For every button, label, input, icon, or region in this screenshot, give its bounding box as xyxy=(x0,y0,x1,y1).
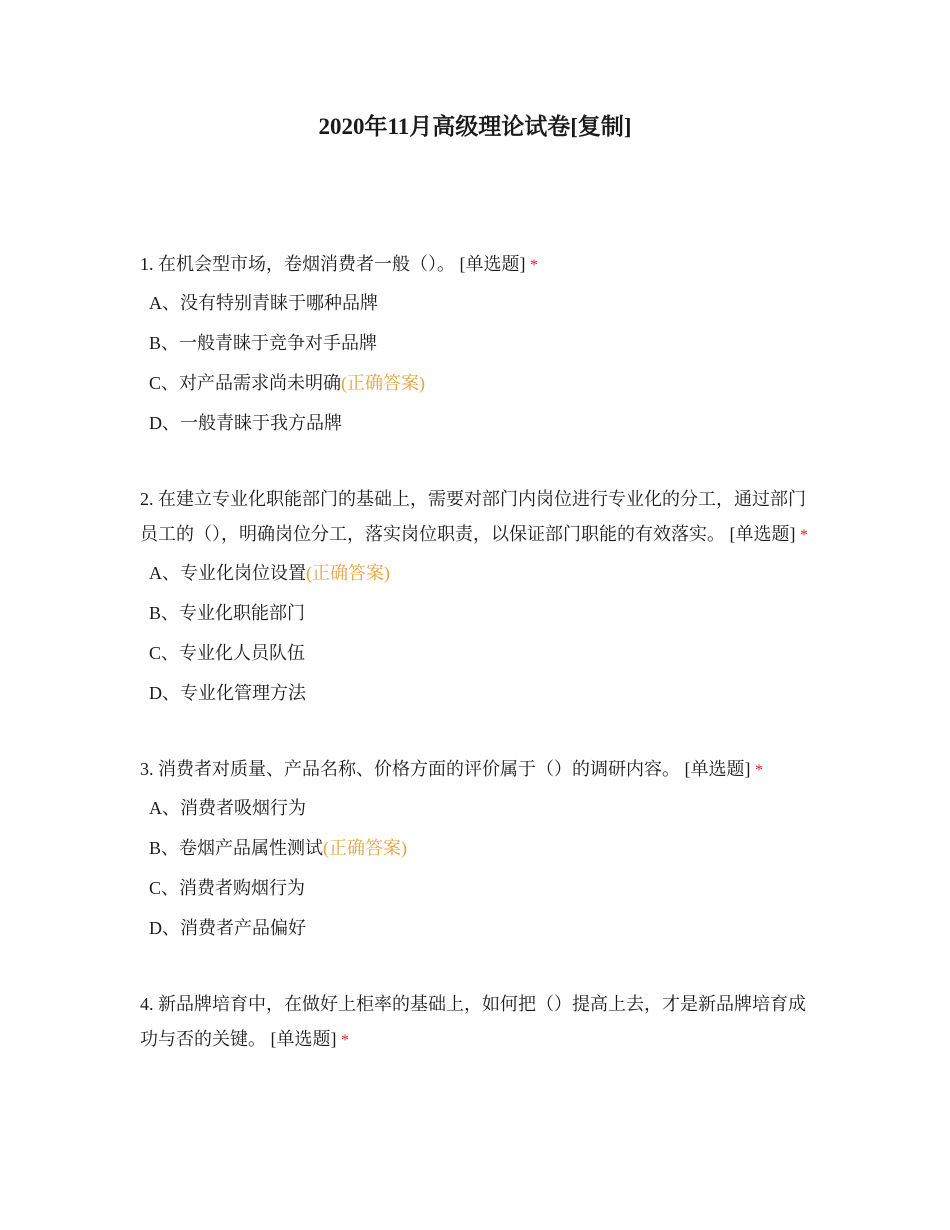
option-text: 专业化人员队伍 xyxy=(179,643,306,663)
option-letter: B xyxy=(149,333,162,353)
option-a[interactable]: A、消费者吸烟行为 xyxy=(149,798,306,818)
question-stem: 2. 在建立专业化职能部门的基础上，需要对部门内岗位进行专业化的分工，通过部门员工的（），明确岗位分工，落实岗位职责，以保证部门职能的有效落实。 [单选题] * xyxy=(140,489,808,544)
page-title: 2020年11月高级理论试卷[复制] xyxy=(318,114,632,139)
question-list xyxy=(140,247,812,1102)
option-letter: D xyxy=(149,413,162,433)
option-c[interactable]: C、消费者购烟行为 xyxy=(149,878,306,898)
required-mark: * xyxy=(800,527,808,544)
required-mark: * xyxy=(755,762,763,779)
option-text: 消费者购烟行为 xyxy=(179,878,306,898)
question-stem: 3. 消费者对质量、产品名称、价格方面的评价属于（）的调研内容。 [单选题] * xyxy=(140,759,763,779)
question-type: [单选题] xyxy=(684,759,751,779)
question-text: 消费者对质量、产品名称、价格方面的评价属于（）的调研内容。 xyxy=(158,759,680,779)
question-stem: 1. 在机会型市场，卷烟消费者一般（）。 [单选题] * xyxy=(140,254,538,274)
option-text: 卷烟产品属性测试 xyxy=(179,838,324,858)
option-b[interactable]: B、一般青睐于竞争对手品牌 xyxy=(149,333,378,353)
option-c[interactable]: C、专业化人员队伍 xyxy=(149,643,306,663)
required-mark: * xyxy=(341,1032,349,1049)
option-letter: A xyxy=(149,798,162,818)
required-mark: * xyxy=(530,257,538,274)
question-type: [单选题] xyxy=(270,1029,337,1049)
question-3 xyxy=(140,752,812,943)
option-a[interactable]: A、没有特别青睐于哪种品牌 xyxy=(149,293,378,313)
option-letter: C xyxy=(149,878,162,898)
question-text: 在机会型市场，卷烟消费者一般（）。 xyxy=(158,254,455,274)
option-a[interactable]: A、专业化岗位设置(正确答案) xyxy=(149,563,390,583)
correct-answer-tag: (正确答案) xyxy=(323,838,408,858)
option-text: 对产品需求尚未明确 xyxy=(179,373,342,393)
option-letter: B xyxy=(149,603,162,623)
option-letter: D xyxy=(149,683,162,703)
option-letter: B xyxy=(149,838,162,858)
correct-answer-tag: (正确答案) xyxy=(306,563,390,583)
question-4 xyxy=(140,987,812,1058)
option-c[interactable]: C、对产品需求尚未明确(正确答案) xyxy=(149,373,426,393)
option-b[interactable]: B、卷烟产品属性测试(正确答案) xyxy=(149,838,408,858)
question-type: [单选题] xyxy=(729,524,796,544)
correct-answer-tag: (正确答案) xyxy=(341,373,426,393)
option-text: 一般青睐于竞争对手品牌 xyxy=(179,333,378,353)
option-text: 没有特别青睐于哪种品牌 xyxy=(180,293,378,313)
option-letter: C xyxy=(149,643,162,663)
question-text: 新品牌培育中，在做好上柜率的基础上，如何把（）提高上去，才是新品牌培育成功与否的关键。 xyxy=(140,994,806,1049)
question-number: 4 xyxy=(140,994,149,1014)
question-text: 在建立专业化职能部门的基础上，需要对部门内岗位进行专业化的分工，通过部门员工的（），明确岗位分工，落实岗位职责，以保证部门职能的有效落实。 xyxy=(140,489,806,544)
option-text: 专业化岗位设置 xyxy=(180,563,306,583)
question-stem: 4. 新品牌培育中，在做好上柜率的基础上，如何把（）提高上去，才是新品牌培育成功与否的关键。 [单选题] * xyxy=(140,994,806,1049)
option-d[interactable]: D、专业化管理方法 xyxy=(149,683,306,703)
option-d[interactable]: D、一般青睐于我方品牌 xyxy=(149,413,342,433)
question-1 xyxy=(140,247,812,438)
option-b[interactable]: B、专业化职能部门 xyxy=(149,603,306,623)
question-number: 2 xyxy=(140,489,149,509)
option-letter: A xyxy=(149,563,162,583)
question-number: 1 xyxy=(140,254,149,274)
option-text: 专业化职能部门 xyxy=(179,603,306,623)
option-letter: D xyxy=(149,918,162,938)
option-text: 一般青睐于我方品牌 xyxy=(180,413,342,433)
question-number: 3 xyxy=(140,759,149,779)
question-2 xyxy=(140,482,812,708)
option-text: 消费者吸烟行为 xyxy=(180,798,306,818)
option-letter: A xyxy=(149,293,162,313)
question-type: [单选题] xyxy=(459,254,526,274)
option-letter: C xyxy=(149,373,162,393)
option-text: 专业化管理方法 xyxy=(180,683,306,703)
option-d[interactable]: D、消费者产品偏好 xyxy=(149,918,306,938)
option-text: 消费者产品偏好 xyxy=(180,918,306,938)
